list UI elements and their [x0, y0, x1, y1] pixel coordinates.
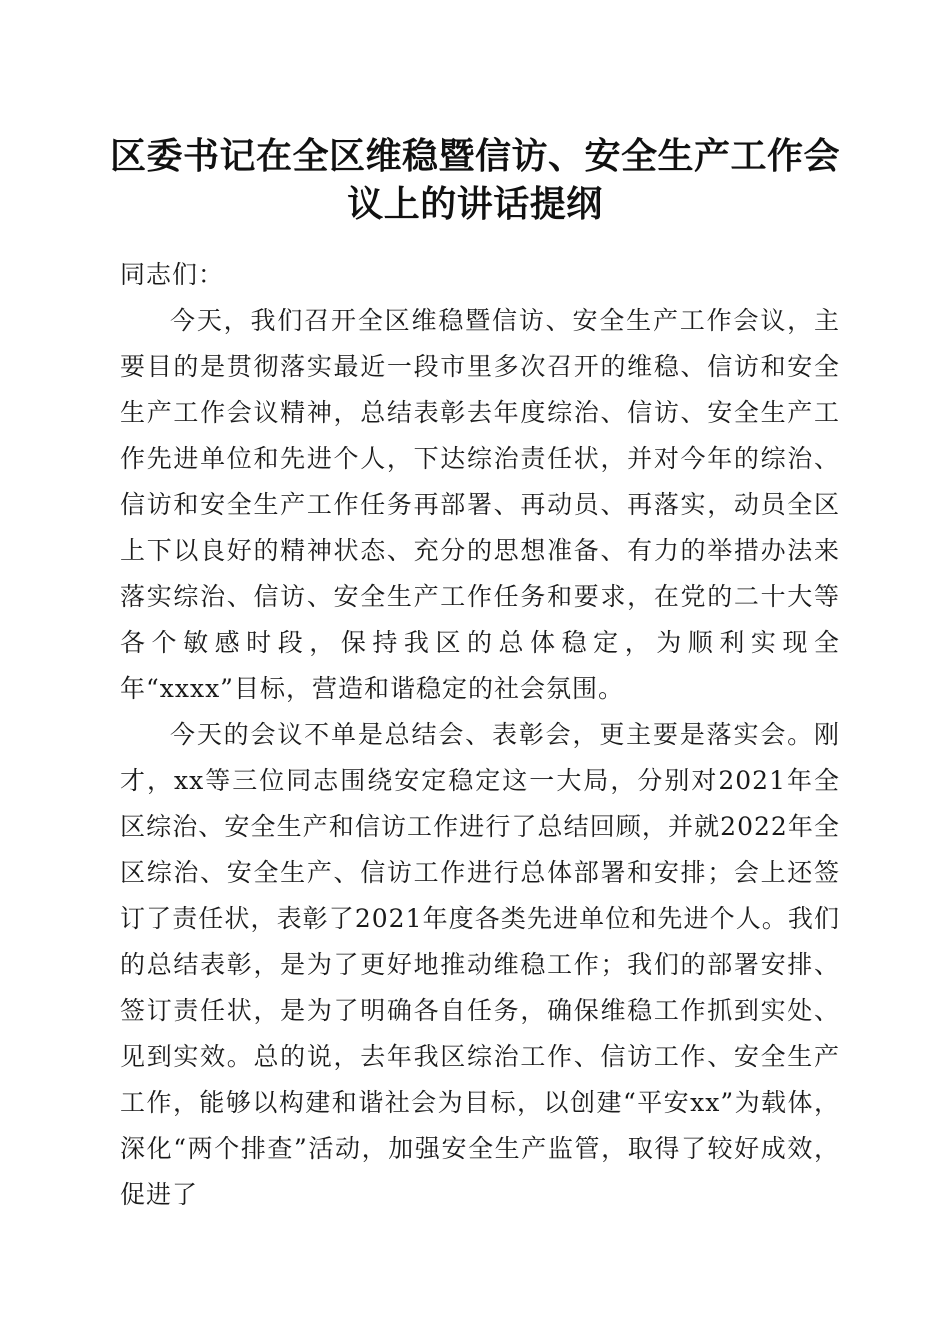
title-line-1: 区委书记在全区维稳暨信访、安全生产工作会	[109, 135, 840, 177]
document-title	[100, 132, 850, 228]
paragraph-2: 今天的会议不单是总结会、表彰会，更主要是落实会。刚才，xx等三位同志围绕安定稳定这一大局，分别对2021年全区综治、安全生产和信访工作进行了总结回顾，并就2022年全区综治、安全生产、信访工作进行总体部署和安排；会上还签订了责任状，表彰了2021年度各类先进单位和先进个人。我们的总结表彰，是为了更好地推动维稳工作；我们的部署安排、签订责任状，是为了明确各自任务，确保维稳工作抓到实处、见到实效。总的说，去年我区综治工作、信访工作、安全生产工作，能够以构建和谐社会为目标，以创建“平安xx”为载体，深化“两个排查”活动，加强安全生产监管，取得了较好成效，促进了	[120, 720, 840, 1209]
document-body	[120, 252, 840, 1218]
paragraph-1: 今天，我们召开全区维稳暨信访、安全生产工作会议，主要目的是贯彻落实最近一段市里多次召开的维稳、信访和安全生产工作会议精神，总结表彰去年度综治、信访、安全生产工作先进单位和先进个人，下达综治责任状，并对今年的综治、信访和安全生产工作任务再部署、再动员、再落实，动员全区上下以良好的精神状态、充分的思想准备、有力的举措办法来落实综治、信访、安全生产工作任务和要求，在党的二十大等各个敏感时段，保持我区的总体稳定，为顺利实现全年“xxxx”目标，营造和谐稳定的社会氛围。	[120, 306, 840, 703]
title-line-2: 议上的讲话提纲	[347, 183, 603, 225]
salutation: 同志们：	[120, 260, 225, 289]
